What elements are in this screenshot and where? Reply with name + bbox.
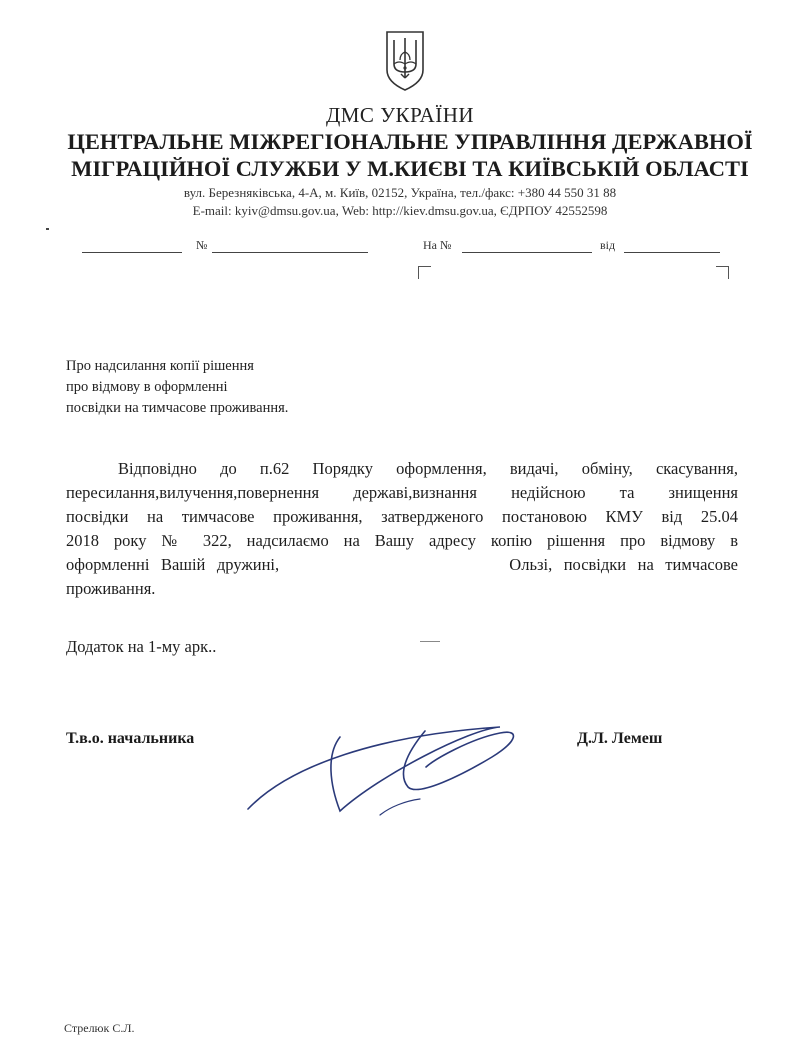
signatory-name: Д.Л. Лемеш: [577, 730, 663, 747]
signatory-title: Т.в.о. начальника: [66, 730, 195, 747]
body-line: проживання.: [66, 579, 156, 598]
org-email-web: E-mail: kyiv@dmsu.gov.ua, Web: http://kiev.dmsu.gov.ua, ЄДРПОУ 42552598: [192, 203, 608, 218]
body-line: 2018 року № 322, надсилаємо на Вашу адресу копію рішення про відмову в: [66, 531, 738, 550]
org-full-name-line-1: ЦЕНТРАЛЬНЕ МІЖРЕГІОНАЛЬНЕ УПРАВЛІННЯ ДЕРЖАВНОЇ: [67, 129, 753, 154]
addressee-corner-left: [418, 266, 431, 279]
org-address: вул. Березняківська, 4-А, м. Київ, 02152, Україна, тел./факс: +380 44 550 31 88: [183, 185, 617, 200]
subject-line: посвідки на тимчасове проживання.: [66, 400, 289, 416]
reply-date-label: від: [600, 238, 616, 252]
body-line: посвідки на тимчасове проживання, затвердженого постановою КМУ від 25.04: [66, 507, 738, 526]
body-line: оформленні Вашій дружині, Ользі, посвідки на тимчасове: [66, 555, 738, 574]
org-full-name: [40, 128, 780, 182]
letter-subject: [66, 356, 386, 419]
reply-number-label: На №: [423, 238, 452, 252]
scan-speck: [46, 228, 49, 230]
subject-line: Про надсилання копії рішення: [66, 358, 254, 374]
org-short-name: ДМС УКРАЇНИ: [325, 103, 475, 127]
number-label: №: [196, 238, 208, 252]
subject-line: про відмову в оформленні: [66, 379, 228, 395]
registration-row: [0, 236, 800, 260]
executor-name: Стрелюк С.Л.: [64, 1021, 135, 1035]
addressee-corner-right: [716, 266, 729, 279]
body-line: пересилання,вилучення,повернення державі,визнання недійсною та знищення: [66, 483, 738, 502]
org-full-name-line-2: МІГРАЦІЙНОЇ СЛУЖБИ У М.КИЄВІ ТА КИЇВСЬКІЙ ОБЛАСТІ: [71, 156, 749, 181]
trident-coat-of-arms-icon: [383, 30, 427, 92]
reply-date-line: [624, 252, 720, 253]
org-contacts: [0, 184, 800, 220]
attachment-note: Додаток на 1-му арк..: [66, 637, 217, 656]
outgoing-number-line: [212, 252, 368, 253]
scan-mark: [420, 641, 440, 642]
body-line: Відповідно до п.62 Порядку оформлення, видачі, обміну, скасування,: [118, 459, 738, 478]
outgoing-date-line: [82, 252, 182, 253]
handwritten-signature: [230, 715, 530, 825]
reply-number-line: [462, 252, 592, 253]
letter-body: [66, 457, 738, 601]
